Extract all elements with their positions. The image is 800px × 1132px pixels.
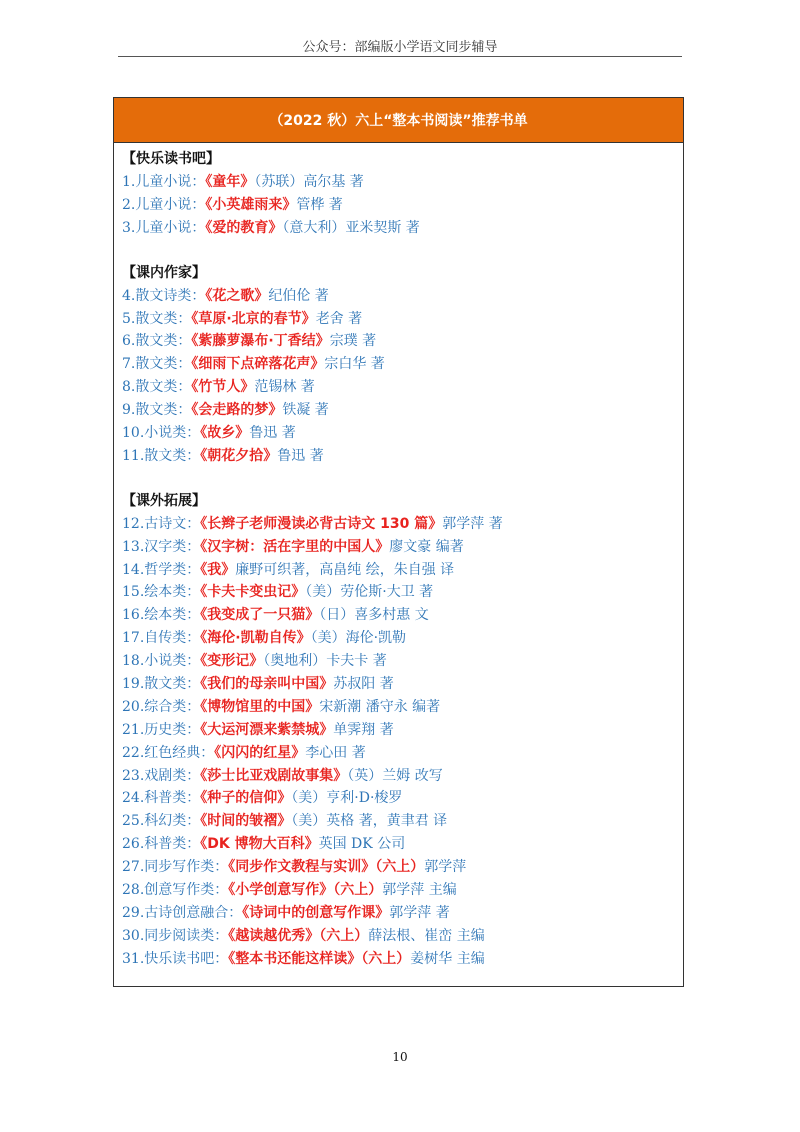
book-entry: [122, 627, 683, 650]
book-author: 宗白华 著: [324, 356, 385, 373]
reading-list-content: [114, 143, 683, 971]
book-entry: [122, 787, 683, 810]
book-title: 《整本书还能这样读》（六上）: [228, 950, 411, 967]
entry-category: 10.小说类：: [122, 425, 201, 442]
book-entry: [122, 285, 683, 308]
book-author: 姜树华 主编: [410, 950, 485, 967]
entry-category: 18.小说类：: [122, 653, 201, 670]
book-author: 廉野可织著，高畠纯 绘，朱自强 译: [235, 561, 455, 578]
book-title: 《越读越优秀》（六上）: [228, 927, 369, 944]
book-entry: [122, 673, 683, 696]
entry-category: 26.科普类：: [122, 836, 201, 853]
book-author: 郭学萍 著: [389, 904, 450, 921]
book-author: （奥地利）卡夫卡 著: [263, 653, 387, 670]
book-entry: [122, 536, 683, 559]
book-title: 《小英雄雨来》: [205, 196, 297, 213]
entry-category: 3.儿童小说：: [122, 219, 206, 236]
book-author: （美）亨利·D·梭罗: [291, 790, 403, 807]
book-entry: [122, 308, 683, 331]
entry-category: 2.儿童小说：: [122, 196, 206, 213]
book-entry: [122, 559, 683, 582]
book-title: 《童年》: [205, 174, 255, 190]
book-entry: [122, 833, 683, 856]
entry-category: 21.历史类：: [122, 721, 201, 738]
book-author: 薛法根、崔峦 主编: [368, 927, 485, 944]
book-entry: [122, 604, 683, 627]
entry-category: 15.绘本类：: [122, 584, 201, 601]
book-author: 鲁迅 著: [249, 425, 296, 442]
entry-category: 12.古诗文：: [122, 515, 201, 532]
section-title: 【快乐读书吧】: [122, 151, 220, 167]
page-header: 公众号：部编版小学语文同步辅导: [302, 40, 498, 55]
entry-category: 27.同步写作类：: [122, 859, 229, 876]
entry-category: 20.综合类：: [122, 698, 201, 715]
book-title: 《长辫子老师漫读必背古诗文 130 篇》: [200, 515, 443, 532]
book-section: [122, 489, 683, 971]
book-entry: [122, 696, 683, 719]
book-title: 《汉字树：活在字里的中国人》: [200, 538, 390, 555]
book-title: 《我们的母亲叫中国》: [200, 676, 334, 693]
entry-category: 28.创意写作类：: [122, 882, 229, 899]
book-title: 《花之歌》: [205, 287, 269, 304]
entry-category: 19.散文类：: [122, 676, 201, 693]
book-author: 郭学萍 主编: [382, 882, 457, 899]
header-divider: [118, 56, 682, 57]
book-title: 《变形记》: [200, 653, 264, 670]
entry-category: 8.散文类：: [122, 379, 192, 396]
entry-category: 4.散文诗类：: [122, 287, 206, 304]
book-entry: [122, 856, 683, 879]
book-author: 纪伯伦 著: [268, 287, 329, 304]
entry-category: 29.古诗创意融合：: [122, 904, 243, 921]
book-author: 铁凝 著: [282, 402, 329, 419]
book-title: 《莎士比亚戏剧故事集》: [200, 767, 348, 784]
book-author: 苏叔阳 著: [333, 676, 394, 693]
book-entry: [122, 948, 683, 971]
book-author: （美）英格 著，黄聿君 译: [291, 813, 448, 830]
book-entry: [122, 217, 683, 240]
book-title: 《竹节人》: [191, 379, 255, 396]
book-author: 鲁迅 著: [277, 447, 324, 464]
entry-category: 16.绘本类：: [122, 607, 201, 624]
book-entry: [122, 330, 683, 353]
book-entry: [122, 171, 683, 194]
book-title: 《我变成了一只猫》: [200, 607, 320, 624]
book-title: 《博物馆里的中国》: [200, 698, 320, 715]
book-author: 老舍 著: [315, 310, 363, 327]
book-author: 单霁翔 著: [333, 721, 394, 738]
entry-category: 1.儿童小说：: [122, 174, 206, 190]
book-entry: [122, 376, 683, 399]
book-author: 管桦 著: [296, 196, 343, 213]
section-title: 【课内作家】: [122, 264, 206, 281]
book-title: 《朝花夕拾》: [200, 447, 278, 464]
book-title: 《细雨下点碎落花声》: [191, 356, 325, 373]
book-title: 《种子的信仰》: [200, 790, 292, 807]
book-title: 《小学创意写作》（六上）: [228, 882, 383, 899]
table-title: （2022 秋）六上“整本书阅读”推荐书单: [114, 98, 683, 143]
entry-category: 30.同步阅读类：: [122, 927, 229, 944]
book-title: 《诗词中的创意写作课》: [242, 904, 390, 921]
book-author: 范锡林 著: [254, 379, 315, 396]
entry-category: 25.科幻类：: [122, 813, 201, 830]
book-entry: [122, 194, 683, 217]
book-author: 廖文豪 编著: [389, 538, 464, 555]
book-author: （英）兰姆 改写: [347, 767, 443, 784]
book-entry: [122, 513, 683, 536]
book-title: 《海伦·凯勒自传》: [200, 630, 311, 647]
entry-category: 23.戏剧类：: [122, 767, 201, 784]
book-entry: [122, 650, 683, 673]
book-title: 《DK 博物大百科》: [200, 836, 319, 853]
book-title: 《同步作文教程与实训》（六上）: [228, 859, 425, 876]
book-entry: [122, 925, 683, 948]
book-entry: [122, 581, 683, 604]
book-title: 《我》: [200, 561, 236, 578]
entry-category: 6.散文类：: [122, 333, 192, 350]
book-title: 《草原·北京的春节》: [191, 310, 316, 327]
book-author: （美）海伦·凯勒: [310, 630, 407, 647]
entry-category: 7.散文类：: [122, 356, 192, 373]
book-entry: [122, 765, 683, 788]
entry-category: 17.自传类：: [122, 630, 201, 647]
book-section: [122, 147, 683, 240]
book-entry: [122, 353, 683, 376]
book-section: [122, 261, 683, 468]
book-author: 宋新潮 潘守永 编著: [319, 698, 441, 715]
book-entry: [122, 810, 683, 833]
book-author: 郭学萍: [424, 859, 467, 876]
book-author: 宗璞 著: [329, 333, 377, 350]
book-author: 郭学萍 著: [442, 515, 503, 532]
entry-category: 24.科普类：: [122, 790, 201, 807]
entry-category: 14.哲学类：: [122, 561, 201, 578]
book-entry: [122, 742, 683, 765]
book-title: 《紫藤萝瀑布·丁香结》: [191, 333, 330, 350]
section-title: 【课外拓展】: [122, 492, 206, 509]
book-title: 《爱的教育》: [205, 219, 283, 236]
book-entry: [122, 422, 683, 445]
entry-category: 13.汉字类：: [122, 538, 201, 555]
page-number: 10: [392, 1050, 408, 1064]
book-author: 李心田 著: [305, 744, 366, 761]
book-title: 《闪闪的红星》: [214, 744, 306, 761]
entry-category: 31.快乐读书吧：: [122, 950, 229, 967]
entry-category: 22.红色经典：: [122, 744, 215, 761]
book-title: 《故乡》: [200, 425, 250, 442]
book-entry: [122, 902, 683, 925]
book-author: （意大利）亚米契斯 著: [282, 219, 420, 236]
book-title: 《大运河漂来紫禁城》: [200, 721, 334, 738]
book-author: 英国 DK 公司: [318, 836, 406, 853]
book-author: （美）劳伦斯·大卫 著: [305, 584, 434, 601]
book-entry: [122, 719, 683, 742]
book-author: （苏联）高尔基 著: [254, 174, 364, 190]
book-title: 《会走路的梦》: [191, 402, 283, 419]
book-title: 《时间的皱褶》: [200, 813, 292, 830]
reading-list-table: [113, 97, 684, 987]
book-title: 《卡夫卡变虫记》: [200, 584, 306, 601]
entry-category: 5.散文类：: [122, 310, 192, 327]
book-entry: [122, 399, 683, 422]
book-entry: [122, 445, 683, 468]
entry-category: 11.散文类：: [122, 447, 201, 464]
book-author: （日）喜多村惠 文: [319, 607, 429, 624]
book-entry: [122, 879, 683, 902]
entry-category: 9.散文类：: [122, 402, 192, 419]
